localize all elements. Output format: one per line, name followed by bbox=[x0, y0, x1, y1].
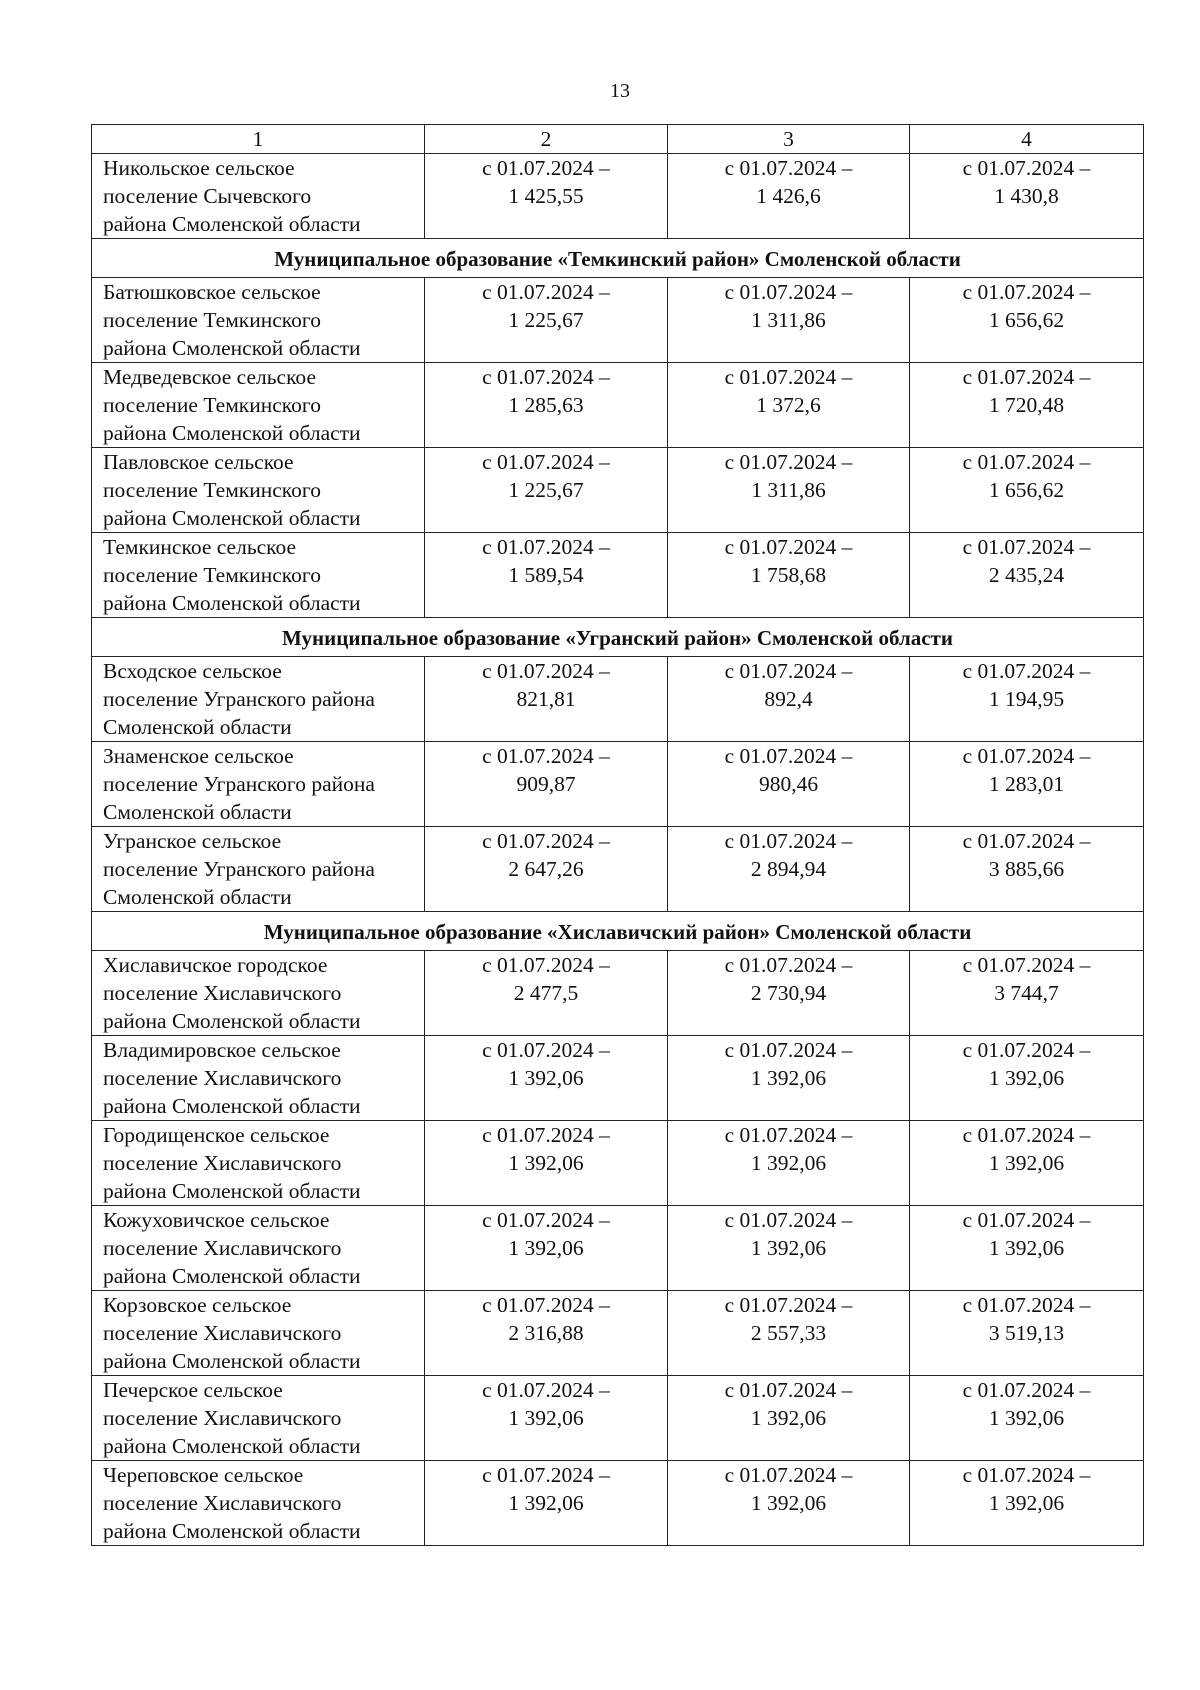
settlement-name-line: поселение Хиславичского bbox=[103, 1491, 342, 1515]
value-cell-column-3 bbox=[668, 154, 910, 239]
settlement-name-line: Всходское сельское bbox=[103, 659, 282, 683]
value-cell-column-2 bbox=[425, 1376, 668, 1461]
effective-date: с 01.07.2024 – bbox=[962, 1463, 1091, 1487]
value-cell-column-4 bbox=[910, 827, 1144, 912]
value-cell-column-3 bbox=[668, 1206, 910, 1291]
column-number-4: 4 bbox=[910, 125, 1144, 154]
settlement-name-line: Угранское сельское bbox=[103, 829, 282, 853]
settlement-name-line: Хиславичское городское bbox=[103, 953, 328, 977]
settlement-name-line: поселение Угранского района bbox=[103, 857, 375, 881]
table-row bbox=[92, 951, 1144, 1036]
settlement-name-cell bbox=[92, 154, 425, 239]
tariff-value: 1 392,06 bbox=[988, 1236, 1065, 1260]
settlement-name-line: Городищенское сельское bbox=[103, 1123, 330, 1147]
effective-date: с 01.07.2024 – bbox=[962, 1293, 1091, 1317]
tariff-value: 1 194,95 bbox=[988, 687, 1065, 711]
effective-date: с 01.07.2024 – bbox=[482, 1123, 610, 1147]
effective-date: с 01.07.2024 – bbox=[962, 659, 1091, 683]
tariff-value: 1 758,68 bbox=[750, 563, 827, 587]
value-cell-column-4 bbox=[910, 448, 1144, 533]
effective-date: с 01.07.2024 – bbox=[482, 1038, 610, 1062]
tariff-value: 3 744,7 bbox=[994, 981, 1059, 1005]
effective-date: с 01.07.2024 – bbox=[962, 1123, 1091, 1147]
effective-date: с 01.07.2024 – bbox=[482, 1208, 610, 1232]
effective-date: с 01.07.2024 – bbox=[724, 1123, 853, 1147]
value-cell-column-4 bbox=[910, 951, 1144, 1036]
value-cell-column-3 bbox=[668, 1291, 910, 1376]
settlement-name-line: Батюшковское сельское bbox=[103, 280, 321, 304]
value-cell-column-3 bbox=[668, 1461, 910, 1546]
effective-date: с 01.07.2024 – bbox=[962, 1038, 1091, 1062]
section-title: Муниципальное образование «Темкинский район» Смоленской области bbox=[92, 239, 1144, 278]
settlement-name-line: поселение Темкинского bbox=[103, 478, 321, 502]
settlement-name-line: поселение Хиславичского bbox=[103, 981, 342, 1005]
effective-date: с 01.07.2024 – bbox=[962, 1378, 1091, 1402]
effective-date: с 01.07.2024 – bbox=[962, 156, 1091, 180]
settlement-name-cell bbox=[92, 533, 425, 618]
settlement-name-line: Медведевское сельское bbox=[103, 365, 316, 389]
settlement-name-line: поселение Темкинского bbox=[103, 393, 321, 417]
effective-date: с 01.07.2024 – bbox=[962, 744, 1091, 768]
section-title: Муниципальное образование «Хиславичский район» Смоленской области bbox=[92, 912, 1144, 951]
value-cell-column-4 bbox=[910, 363, 1144, 448]
effective-date: с 01.07.2024 – bbox=[482, 1463, 610, 1487]
settlement-name-line: района Смоленской области bbox=[103, 421, 361, 445]
value-cell-column-4 bbox=[910, 1461, 1144, 1546]
effective-date: с 01.07.2024 – bbox=[482, 1293, 610, 1317]
section-header-row bbox=[92, 239, 1144, 278]
settlement-name-line: района Смоленской области bbox=[103, 1264, 361, 1288]
value-cell-column-4 bbox=[910, 533, 1144, 618]
table-row bbox=[92, 742, 1144, 827]
settlement-name-line: Владимировское сельское bbox=[103, 1038, 341, 1062]
effective-date: с 01.07.2024 – bbox=[962, 829, 1091, 853]
value-cell-column-2 bbox=[425, 1206, 668, 1291]
effective-date: с 01.07.2024 – bbox=[724, 744, 853, 768]
tariff-value: 1 392,06 bbox=[750, 1406, 827, 1430]
effective-date: с 01.07.2024 – bbox=[482, 365, 610, 389]
column-number-1: 1 bbox=[92, 125, 425, 154]
value-cell-column-4 bbox=[910, 657, 1144, 742]
settlement-name-line: района Смоленской области bbox=[103, 1179, 361, 1203]
section-title: Муниципальное образование «Угранский район» Смоленской области bbox=[92, 618, 1144, 657]
value-cell-column-4 bbox=[910, 1291, 1144, 1376]
effective-date: с 01.07.2024 – bbox=[724, 156, 853, 180]
settlement-name-line: Знаменское сельское bbox=[103, 744, 294, 768]
table-row bbox=[92, 1036, 1144, 1121]
table-row bbox=[92, 1206, 1144, 1291]
settlement-name-line: поселение Хиславичского bbox=[103, 1321, 342, 1345]
tariff-value: 2 477,5 bbox=[513, 981, 579, 1005]
value-cell-column-4 bbox=[910, 742, 1144, 827]
tariff-value: 1 372,6 bbox=[756, 393, 821, 417]
tariff-value: 2 894,94 bbox=[750, 857, 827, 881]
effective-date: с 01.07.2024 – bbox=[962, 535, 1091, 559]
settlement-name-line: поселение Угранского района bbox=[103, 772, 375, 796]
table-row bbox=[92, 533, 1144, 618]
effective-date: с 01.07.2024 – bbox=[482, 829, 610, 853]
effective-date: с 01.07.2024 – bbox=[724, 1038, 853, 1062]
settlement-name-cell bbox=[92, 657, 425, 742]
tariff-value: 2 557,33 bbox=[750, 1321, 827, 1345]
value-cell-column-2 bbox=[425, 1036, 668, 1121]
settlement-name-line: Печерское сельское bbox=[103, 1378, 283, 1402]
tariff-value: 3 885,66 bbox=[988, 857, 1065, 881]
settlement-name-line: Смоленской области bbox=[103, 885, 292, 909]
value-cell-column-3 bbox=[668, 533, 910, 618]
value-cell-column-2 bbox=[425, 278, 668, 363]
settlement-name-line: района Смоленской области bbox=[103, 1434, 361, 1458]
value-cell-column-3 bbox=[668, 278, 910, 363]
settlement-name-line: района Смоленской области bbox=[103, 591, 361, 615]
page-number: 13 bbox=[610, 80, 630, 102]
value-cell-column-3 bbox=[668, 657, 910, 742]
settlement-name-line: поселение Хиславичского bbox=[103, 1236, 342, 1260]
tariff-value: 1 225,67 bbox=[508, 308, 584, 332]
settlement-name-line: Темкинское сельское bbox=[103, 535, 297, 559]
table-row bbox=[92, 154, 1144, 239]
value-cell-column-3 bbox=[668, 827, 910, 912]
value-cell-column-3 bbox=[668, 363, 910, 448]
tariff-value: 1 430,8 bbox=[994, 184, 1059, 208]
table-row bbox=[92, 1121, 1144, 1206]
section-header-row bbox=[92, 618, 1144, 657]
table-row bbox=[92, 827, 1144, 912]
effective-date: с 01.07.2024 – bbox=[962, 1208, 1091, 1232]
tariff-value: 1 392,06 bbox=[750, 1151, 827, 1175]
tariff-value: 1 392,06 bbox=[508, 1406, 584, 1430]
table-row bbox=[92, 1376, 1144, 1461]
table-row bbox=[92, 448, 1144, 533]
effective-date: с 01.07.2024 – bbox=[482, 953, 610, 977]
settlement-name-line: района Смоленской области bbox=[103, 212, 361, 236]
value-cell-column-2 bbox=[425, 1291, 668, 1376]
settlement-name-cell bbox=[92, 1036, 425, 1121]
value-cell-column-3 bbox=[668, 1376, 910, 1461]
tariff-value: 821,81 bbox=[516, 687, 576, 711]
tariff-value: 1 392,06 bbox=[988, 1406, 1065, 1430]
settlement-name-cell bbox=[92, 742, 425, 827]
value-cell-column-3 bbox=[668, 1036, 910, 1121]
effective-date: с 01.07.2024 – bbox=[724, 1463, 853, 1487]
table-row bbox=[92, 657, 1144, 742]
settlement-name-line: поселение Темкинского bbox=[103, 308, 321, 332]
value-cell-column-2 bbox=[425, 533, 668, 618]
settlement-name-cell bbox=[92, 448, 425, 533]
settlement-name-line: поселение Темкинского bbox=[103, 563, 321, 587]
settlement-name-line: Смоленской области bbox=[103, 715, 292, 739]
settlement-name-line: района Смоленской области bbox=[103, 1519, 361, 1543]
column-number-row bbox=[92, 125, 1144, 154]
settlement-name-line: района Смоленской области bbox=[103, 336, 361, 360]
settlement-name-line: Павловское сельское bbox=[103, 450, 294, 474]
settlement-name-line: поселение Хиславичского bbox=[103, 1151, 342, 1175]
settlement-name-cell bbox=[92, 1206, 425, 1291]
value-cell-column-2 bbox=[425, 657, 668, 742]
effective-date: с 01.07.2024 – bbox=[482, 450, 610, 474]
tariff-value: 1 392,06 bbox=[508, 1491, 584, 1515]
value-cell-column-2 bbox=[425, 742, 668, 827]
tariff-value: 892,4 bbox=[764, 687, 813, 711]
table-row bbox=[92, 363, 1144, 448]
tariff-value: 1 225,67 bbox=[508, 478, 584, 502]
tariff-value: 1 285,63 bbox=[508, 393, 584, 417]
settlement-name-line: поселение Сычевского bbox=[103, 184, 312, 208]
section-header-row bbox=[92, 912, 1144, 951]
settlement-name-cell bbox=[92, 1376, 425, 1461]
effective-date: с 01.07.2024 – bbox=[724, 1378, 853, 1402]
value-cell-column-2 bbox=[425, 448, 668, 533]
tariff-value: 1 392,06 bbox=[508, 1151, 584, 1175]
tariff-value: 1 720,48 bbox=[988, 393, 1065, 417]
tariff-value: 980,46 bbox=[758, 772, 819, 796]
tariff-value: 1 426,6 bbox=[756, 184, 821, 208]
effective-date: с 01.07.2024 – bbox=[482, 744, 610, 768]
column-number-2: 2 bbox=[425, 125, 668, 154]
tariff-value: 2 316,88 bbox=[508, 1321, 584, 1345]
settlement-name-line: поселение Угранского района bbox=[103, 687, 375, 711]
tariff-value: 1 425,55 bbox=[508, 184, 584, 208]
tariff-value: 1 589,54 bbox=[508, 563, 584, 587]
tariff-value: 1 311,86 bbox=[751, 478, 826, 502]
settlement-name-cell bbox=[92, 1461, 425, 1546]
tariff-value: 1 283,01 bbox=[988, 772, 1065, 796]
tariff-value: 1 392,06 bbox=[988, 1491, 1065, 1515]
effective-date: с 01.07.2024 – bbox=[724, 829, 853, 853]
effective-date: с 01.07.2024 – bbox=[482, 1378, 610, 1402]
settlement-name-cell bbox=[92, 951, 425, 1036]
tariff-value: 1 392,06 bbox=[508, 1236, 584, 1260]
effective-date: с 01.07.2024 – bbox=[962, 953, 1091, 977]
settlement-name-line: Череповское сельское bbox=[103, 1463, 304, 1487]
value-cell-column-2 bbox=[425, 827, 668, 912]
value-cell-column-2 bbox=[425, 1461, 668, 1546]
effective-date: с 01.07.2024 – bbox=[724, 953, 853, 977]
settlement-name-cell bbox=[92, 827, 425, 912]
settlement-name-cell bbox=[92, 363, 425, 448]
tariff-value: 2 435,24 bbox=[988, 563, 1065, 587]
effective-date: с 01.07.2024 – bbox=[724, 659, 853, 683]
tariff-value: 1 392,06 bbox=[750, 1236, 827, 1260]
value-cell-column-4 bbox=[910, 278, 1144, 363]
settlement-name-line: района Смоленской области bbox=[103, 1009, 361, 1033]
effective-date: с 01.07.2024 – bbox=[482, 280, 610, 304]
table-row bbox=[92, 278, 1144, 363]
effective-date: с 01.07.2024 – bbox=[724, 1293, 853, 1317]
effective-date: с 01.07.2024 – bbox=[962, 450, 1091, 474]
settlement-name-line: поселение Хиславичского bbox=[103, 1406, 342, 1430]
tariff-value: 1 392,06 bbox=[750, 1491, 827, 1515]
tariff-value: 2 647,26 bbox=[508, 857, 584, 881]
tariff-value: 1 392,06 bbox=[508, 1066, 584, 1090]
settlement-name-cell bbox=[92, 1121, 425, 1206]
value-cell-column-3 bbox=[668, 448, 910, 533]
settlement-name-line: Смоленской области bbox=[103, 800, 292, 824]
value-cell-column-2 bbox=[425, 363, 668, 448]
value-cell-column-3 bbox=[668, 1121, 910, 1206]
tariff-value: 1 656,62 bbox=[988, 478, 1065, 502]
settlement-name-line: Никольское сельское bbox=[103, 156, 295, 180]
effective-date: с 01.07.2024 – bbox=[724, 280, 853, 304]
table-body bbox=[92, 125, 1144, 1546]
settlement-name-cell bbox=[92, 278, 425, 363]
value-cell-column-4 bbox=[910, 154, 1144, 239]
settlement-name-cell bbox=[92, 1291, 425, 1376]
settlement-name-line: района Смоленской области bbox=[103, 1094, 361, 1118]
tariff-value: 1 392,06 bbox=[750, 1066, 827, 1090]
tariff-value: 1 392,06 bbox=[988, 1066, 1065, 1090]
value-cell-column-4 bbox=[910, 1121, 1144, 1206]
tariff-value: 1 656,62 bbox=[988, 308, 1065, 332]
tariff-table bbox=[91, 124, 1144, 1546]
table-row bbox=[92, 1291, 1144, 1376]
settlement-name-line: Корзовское сельское bbox=[103, 1293, 292, 1317]
effective-date: с 01.07.2024 – bbox=[724, 535, 853, 559]
column-number-3: 3 bbox=[668, 125, 910, 154]
effective-date: с 01.07.2024 – bbox=[724, 1208, 853, 1232]
effective-date: с 01.07.2024 – bbox=[962, 280, 1091, 304]
settlement-name-line: района Смоленской области bbox=[103, 506, 361, 530]
tariff-value: 1 392,06 bbox=[988, 1151, 1065, 1175]
effective-date: с 01.07.2024 – bbox=[724, 450, 853, 474]
value-cell-column-2 bbox=[425, 951, 668, 1036]
settlement-name-line: района Смоленской области bbox=[103, 1349, 361, 1373]
settlement-name-line: Кожуховичское сельское bbox=[103, 1208, 330, 1232]
value-cell-column-4 bbox=[910, 1036, 1144, 1121]
effective-date: с 01.07.2024 – bbox=[724, 365, 853, 389]
settlement-name-line: поселение Хиславичского bbox=[103, 1066, 342, 1090]
value-cell-column-3 bbox=[668, 951, 910, 1036]
effective-date: с 01.07.2024 – bbox=[482, 659, 610, 683]
tariff-value: 3 519,13 bbox=[988, 1321, 1065, 1345]
value-cell-column-4 bbox=[910, 1376, 1144, 1461]
effective-date: с 01.07.2024 – bbox=[482, 156, 610, 180]
tariff-value: 1 311,86 bbox=[751, 308, 826, 332]
tariff-value: 2 730,94 bbox=[750, 981, 827, 1005]
value-cell-column-2 bbox=[425, 1121, 668, 1206]
tariff-value: 909,87 bbox=[516, 772, 576, 796]
value-cell-column-2 bbox=[425, 154, 668, 239]
effective-date: с 01.07.2024 – bbox=[962, 365, 1091, 389]
table-row bbox=[92, 1461, 1144, 1546]
value-cell-column-3 bbox=[668, 742, 910, 827]
value-cell-column-4 bbox=[910, 1206, 1144, 1291]
effective-date: с 01.07.2024 – bbox=[482, 535, 610, 559]
